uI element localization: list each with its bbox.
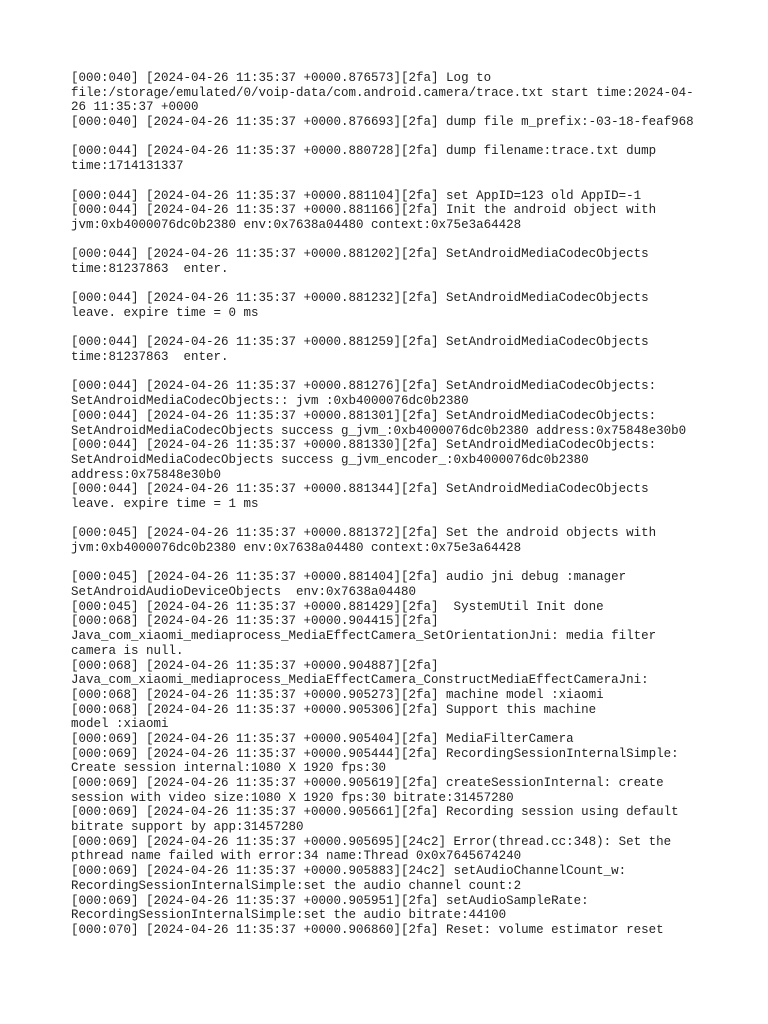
log-line: [000:069] [2024-04-26 11:35:37 +0000.905444][2fa] RecordingSessionInternalSimple: xyxy=(71,746,679,761)
log-line: camera is null. xyxy=(71,643,184,658)
log-line: [000:044] [2024-04-26 11:35:37 +0000.880728][2fa] dump filename:trace.txt dump xyxy=(71,144,657,159)
log-line: jvm:0xb4000076dc0b2380 env:0x7638a04480 context:0x75e3a64428 xyxy=(71,541,522,555)
log-line: SetAndroidAudioDeviceObjects env:0x7638a04480 xyxy=(71,585,417,600)
log-line: [000:045] [2024-04-26 11:35:37 +0000.881372][2fa] Set the android objects with xyxy=(71,526,657,541)
log-line: [000:044] [2024-04-26 11:35:37 +0000.881276][2fa] SetAndroidMediaCodecObjects: xyxy=(71,379,657,394)
blank-line xyxy=(71,174,711,189)
log-line: 26 11:35:37 +0000 xyxy=(71,100,199,115)
blank-line xyxy=(71,321,711,336)
blank-line xyxy=(71,556,711,571)
log-line: address:0x75848e30b0 xyxy=(71,467,222,482)
log-line: time:81237863 enter. xyxy=(71,350,229,365)
log-line: [000:070] [2024-04-26 11:35:37 +0000.906860][2fa] Reset: volume estimator reset xyxy=(71,922,664,937)
log-line: [000:045] [2024-04-26 11:35:37 +0000.881429][2fa] SystemUtil Init done xyxy=(71,599,604,614)
log-line: [000:045] [2024-04-26 11:35:37 +0000.881404][2fa] audio jni debug :manager xyxy=(71,570,627,585)
log-line: [000:044] [2024-04-26 11:35:37 +0000.881166][2fa] Init the android object with xyxy=(71,203,657,218)
log-line: [000:040] [2024-04-26 11:35:37 +0000.876693][2fa] dump file m_prefix:-03-18-feaf968 xyxy=(71,115,694,130)
log-line: model :xiaomi xyxy=(71,717,169,732)
log-line: [000:068] [2024-04-26 11:35:37 +0000.905306][2fa] Support this machine xyxy=(71,702,597,717)
log-line: SetAndroidMediaCodecObjects success g_jvm_encoder_:0xb4000076dc0b2380 xyxy=(71,452,589,467)
log-line: [000:069] [2024-04-26 11:35:37 +0000.905695][24c2] Error(thread.cc:348): Set the xyxy=(71,834,672,849)
log-line: [000:068] [2024-04-26 11:35:37 +0000.904415][2fa] xyxy=(71,614,439,629)
log-line: [000:068] [2024-04-26 11:35:37 +0000.905273][2fa] machine model :xiaomi xyxy=(71,687,604,702)
log-line: SetAndroidMediaCodecObjects:: jvm :0xb4000076dc0b2380 xyxy=(71,394,469,409)
log-line: [000:069] [2024-04-26 11:35:37 +0000.905404][2fa] MediaFilterCamera xyxy=(71,731,574,746)
blank-line xyxy=(71,130,711,145)
log-line: jvm:0xb4000076dc0b2380 env:0x7638a04480 context:0x75e3a64428 xyxy=(71,217,522,232)
log-line: file:/storage/emulated/0/voip-data/com.android.camera/trace.txt start time:2024-04- xyxy=(71,85,694,100)
log-line: pthread name failed with error:34 name:Thread 0x0x7645674240 xyxy=(71,849,522,864)
log-line: [000:044] [2024-04-26 11:35:37 +0000.881104][2fa] set AppID=123 old AppID=-1 xyxy=(71,188,642,203)
log-line: [000:044] [2024-04-26 11:35:37 +0000.881202][2fa] SetAndroidMediaCodecObjects xyxy=(71,247,649,262)
log-line: RecordingSessionInternalSimple:set the audio channel count:2 xyxy=(71,878,522,893)
log-line: Create session internal:1080 X 1920 fps:30 xyxy=(71,761,387,776)
log-line: Java_com_xiaomi_mediaprocess_MediaEffectCamera_SetOrientationJni: media filter xyxy=(71,629,657,644)
log-line: [000:069] [2024-04-26 11:35:37 +0000.905661][2fa] Recording session using default xyxy=(71,805,679,820)
log-line: [000:044] [2024-04-26 11:35:37 +0000.881301][2fa] SetAndroidMediaCodecObjects: xyxy=(71,408,657,423)
log-line: SetAndroidMediaCodecObjects success g_jvm_:0xb4000076dc0b2380 address:0x75848e30b0 xyxy=(71,423,687,438)
blank-line xyxy=(71,365,711,380)
log-line: [000:044] [2024-04-26 11:35:37 +0000.881344][2fa] SetAndroidMediaCodecObjects xyxy=(71,482,649,497)
log-document xyxy=(71,71,711,938)
log-line: [000:069] [2024-04-26 11:35:37 +0000.905951][2fa] setAudioSampleRate: xyxy=(71,893,589,908)
log-line: [000:044] [2024-04-26 11:35:37 +0000.881259][2fa] SetAndroidMediaCodecObjects xyxy=(71,335,649,350)
log-line: time:81237863 enter. xyxy=(71,261,229,276)
log-line: Java_com_xiaomi_mediaprocess_MediaEffectCamera_ConstructMediaEffectCameraJni: xyxy=(71,673,649,688)
blank-line xyxy=(71,512,711,527)
blank-line xyxy=(71,233,711,248)
log-line: [000:069] [2024-04-26 11:35:37 +0000.905619][2fa] createSessionInternal: create xyxy=(71,776,664,790)
log-line: [000:044] [2024-04-26 11:35:37 +0000.881232][2fa] SetAndroidMediaCodecObjects xyxy=(71,291,649,306)
log-line: session with video size:1080 X 1920 fps:30 bitrate:31457280 xyxy=(71,790,514,805)
log-line: RecordingSessionInternalSimple:set the audio bitrate:44100 xyxy=(71,908,507,923)
log-line: [000:069] [2024-04-26 11:35:37 +0000.905883][24c2] setAudioChannelCount_w: xyxy=(71,864,627,879)
log-line: [000:068] [2024-04-26 11:35:37 +0000.904887][2fa] xyxy=(71,658,439,673)
log-line: time:1714131337 xyxy=(71,159,184,174)
log-line: [000:040] [2024-04-26 11:35:37 +0000.876573][2fa] Log to xyxy=(71,71,492,85)
blank-line xyxy=(71,277,711,292)
log-line: leave. expire time = 0 ms xyxy=(71,306,259,320)
log-line: [000:044] [2024-04-26 11:35:37 +0000.881330][2fa] SetAndroidMediaCodecObjects: xyxy=(71,438,657,453)
log-line: leave. expire time = 1 ms xyxy=(71,496,259,511)
log-line: bitrate support by app:31457280 xyxy=(71,820,304,835)
